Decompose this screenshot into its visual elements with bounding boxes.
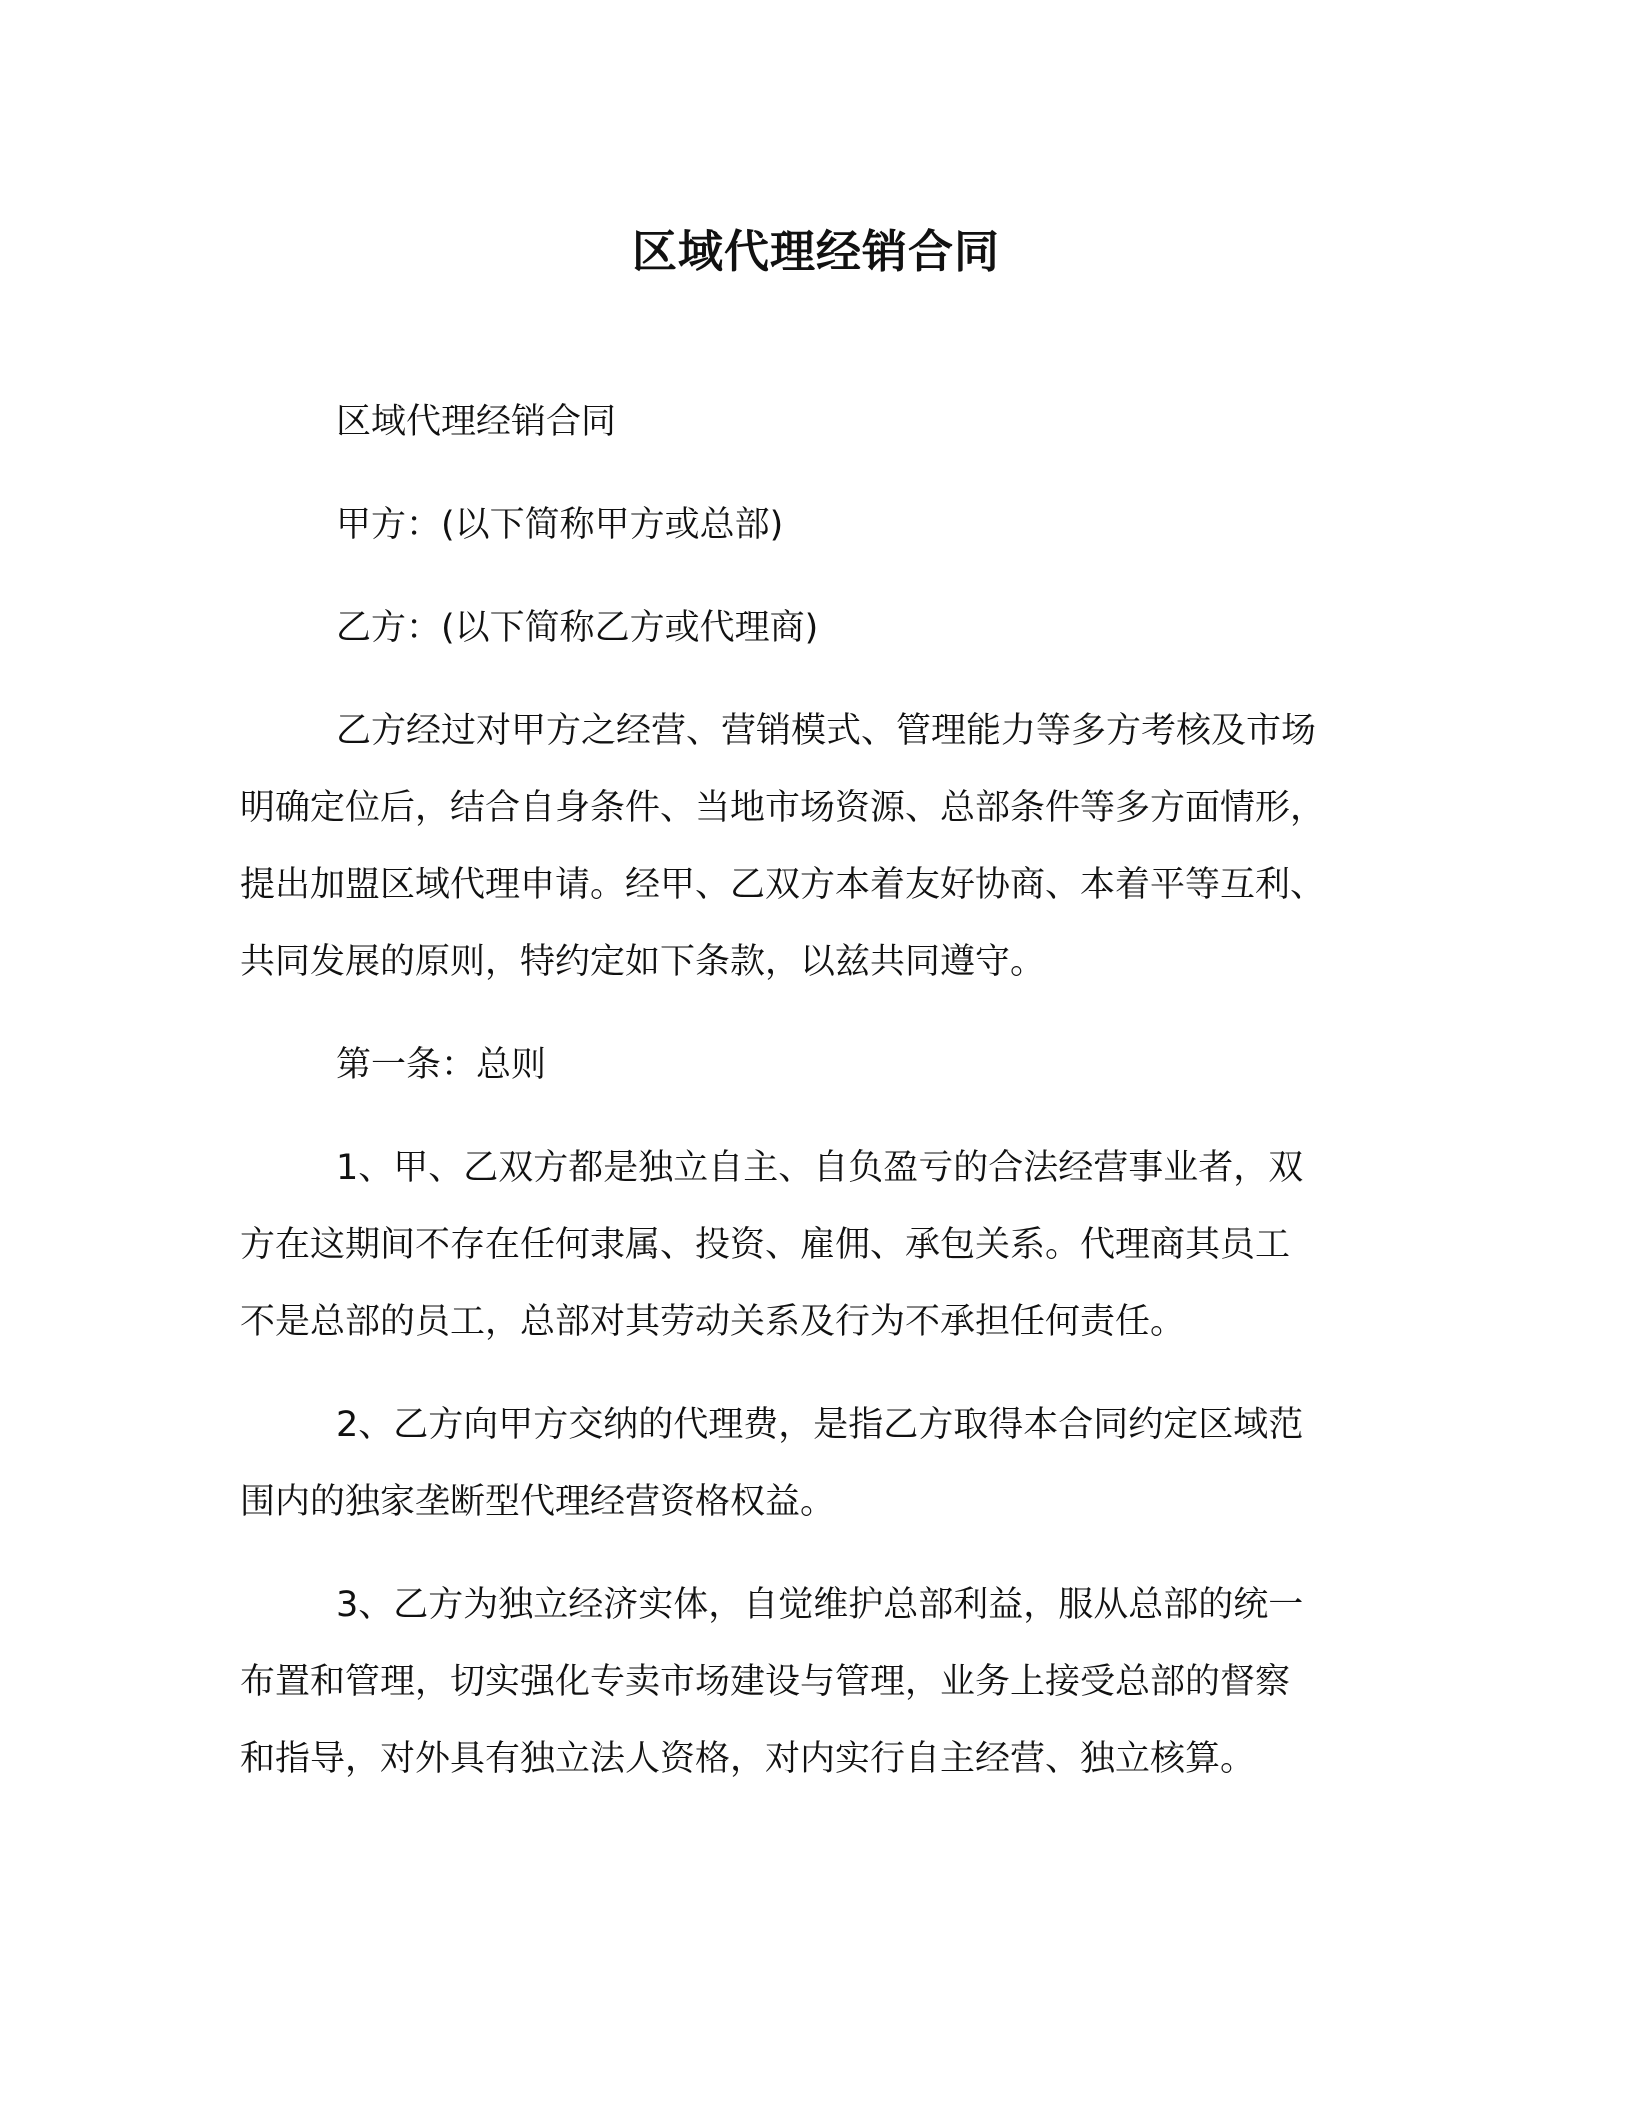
preamble-line: 提出加盟区域代理申请。经甲、乙双方本着友好协商、本着平等互利、 xyxy=(240,865,1326,905)
preamble-line: 乙方经过对甲方之经营、营销模式、管理能力等多方考核及市场 xyxy=(336,711,1317,751)
article-heading: 第一条：总则 xyxy=(336,1045,547,1085)
preamble-line: 明确定位后，结合自身条件、当地市场资源、总部条件等多方面情形， xyxy=(240,788,1326,828)
preamble-line: 共同发展的原则，特约定如下条款，以兹共同遵守。 xyxy=(240,942,1046,982)
clause-line: 方在这期间不存在任何隶属、投资、雇佣、承包关系。代理商其员工 xyxy=(240,1225,1291,1265)
party-a-line: 甲方：(以下简称甲方或总部) xyxy=(336,505,784,545)
clause-line: 2、乙方向甲方交纳的代理费，是指乙方取得本合同约定区域范 xyxy=(336,1405,1304,1445)
clause-line: 围内的独家垄断型代理经营资格权益。 xyxy=(240,1482,836,1522)
clause-line: 不是总部的员工，总部对其劳动关系及行为不承担任何责任。 xyxy=(240,1302,1186,1342)
document-title: 区域代理经销合同 xyxy=(631,225,1000,278)
clause-line: 3、乙方为独立经济实体，自觉维护总部利益，服从总部的统一 xyxy=(336,1585,1304,1625)
clause-line: 布置和管理，切实强化专卖市场建设与管理，业务上接受总部的督察 xyxy=(240,1662,1291,1702)
clause-line: 和指导，对外具有独立法人资格，对内实行自主经营、独立核算。 xyxy=(240,1739,1256,1779)
clause-line: 1、甲、乙双方都是独立自主、自负盈亏的合法经营事业者，双 xyxy=(336,1148,1304,1188)
document-subtitle: 区域代理经销合同 xyxy=(336,402,617,442)
party-b-line: 乙方：(以下简称乙方或代理商) xyxy=(336,608,819,648)
